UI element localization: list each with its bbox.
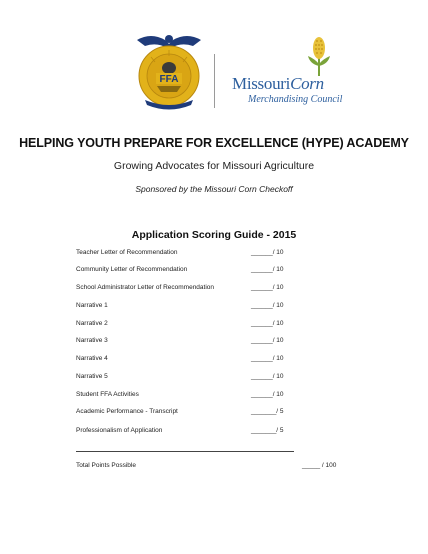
score-row-label: Community Letter of Recommendation: [76, 266, 188, 273]
score-row-blank: ______/ 10: [251, 355, 284, 362]
logo-divider: [214, 54, 215, 108]
scoring-guide-title: Application Scoring Guide - 2015: [131, 229, 297, 241]
missouri-corn-logo: [226, 36, 346, 112]
logo-banner: [0, 30, 428, 112]
ffa-emblem-logo: [131, 30, 207, 110]
score-row: [76, 249, 356, 261]
score-row-label: Narrative 1: [76, 302, 108, 309]
score-row-label: Professionalism of Application: [76, 427, 163, 434]
score-row-blank: ______/ 10: [251, 284, 284, 291]
score-row: [76, 373, 356, 385]
page-subtitle: Growing Advocates for Missouri Agriculture: [113, 160, 315, 172]
total-divider-line: [76, 451, 294, 452]
score-row-blank: ______/ 10: [251, 302, 284, 309]
score-row-label: Narrative 4: [76, 355, 108, 362]
score-row-blank: ______/ 10: [251, 391, 284, 398]
score-row-label: Narrative 3: [76, 337, 108, 344]
score-row: [76, 408, 356, 420]
score-row-blank: ______/ 10: [251, 266, 284, 273]
corn-plant-icon: [306, 36, 332, 76]
score-row-label: Student FFA Activities: [76, 391, 139, 398]
sponsor-line: Sponsored by the Missouri Corn Checkoff: [135, 184, 293, 194]
score-row-blank: ______/ 10: [251, 337, 284, 344]
score-row: [76, 320, 356, 332]
score-row: [76, 284, 356, 296]
total-row: [76, 462, 356, 474]
missouri-corn-wordmark: [232, 74, 348, 94]
page-title: HELPING YOUTH PREPARE FOR EXCELLENCE (HYPE) ACADEMY: [19, 136, 409, 150]
score-row-blank: ______/ 10: [251, 249, 284, 256]
score-row-label: Teacher Letter of Recommendation: [76, 249, 178, 256]
score-row-blank: ______/ 10: [251, 373, 284, 380]
score-row-blank: _______/ 5: [251, 408, 284, 415]
total-blank: _____ / 100: [302, 462, 337, 469]
score-row: [76, 302, 356, 314]
score-row-label: Narrative 5: [76, 373, 108, 380]
ffa-letters: FFA: [159, 74, 179, 85]
total-label: Total Points Possible: [76, 462, 136, 469]
score-row: [76, 266, 356, 278]
score-row: [76, 427, 356, 439]
score-row-label: Academic Performance - Transcript: [76, 408, 178, 415]
score-row-label: School Administrator Letter of Recommendation: [76, 284, 215, 291]
missouri-corn-tagline: Merchandising Council: [248, 94, 343, 105]
score-row-blank: ______/ 10: [251, 320, 284, 327]
corn-word: Corn: [290, 74, 324, 93]
score-row: [76, 355, 356, 367]
score-row: [76, 391, 356, 403]
missouri-word: Missouri: [232, 74, 291, 93]
score-row-blank: _______/ 5: [251, 427, 284, 434]
score-row-label: Narrative 2: [76, 320, 108, 327]
score-row: [76, 337, 356, 349]
